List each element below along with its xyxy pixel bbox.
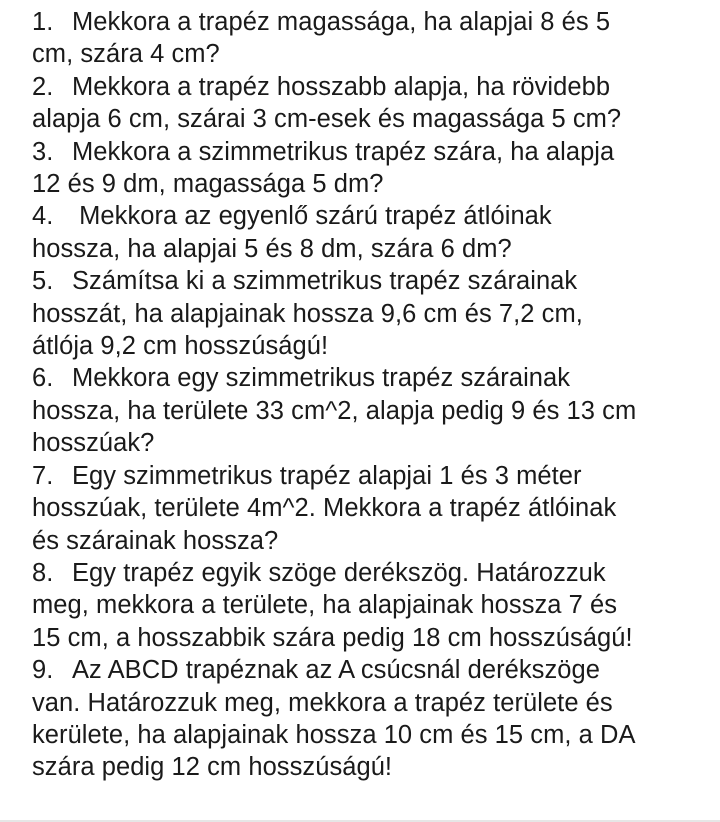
problem-number: 4. — [32, 202, 54, 231]
problem-number: 2. — [32, 72, 54, 101]
problem-line: hosszúak? — [32, 429, 155, 458]
problem-text: Mekkora egy szimmetrikus trapéz szárainak — [72, 364, 571, 393]
problem-5 — [32, 265, 712, 362]
problem-9 — [32, 654, 712, 784]
problem-line: meg, mekkora a területe, ha alapjainak hossza 7 és — [32, 591, 618, 620]
problem-number: 3. — [32, 137, 54, 166]
problem-7 — [32, 460, 712, 557]
problem-line: cm, szára 4 cm? — [32, 40, 220, 69]
problem-text: Az ABCD trapéznak az A csúcsnál derékszöge — [72, 656, 600, 685]
problem-2 — [32, 71, 712, 136]
problem-text: Mekkora a trapéz magassága, ha alapjai 8 és 5 — [72, 8, 611, 36]
problem-line: van. Határozzuk meg, mekkora a trapéz területe és — [32, 688, 613, 717]
problem-number: 7. — [32, 461, 54, 490]
problem-text: Mekkora a szimmetrikus trapéz szára, ha alapja — [72, 137, 615, 166]
problem-line: 12 és 9 dm, magassága 5 dm? — [32, 170, 384, 199]
problem-line: hossza, ha alapjai 5 és 8 dm, szára 6 dm? — [32, 234, 512, 263]
problem-line — [32, 71, 712, 103]
problem-1 — [32, 6, 712, 71]
problem-line: és szárainak hossza? — [32, 526, 279, 555]
problem-line: hossza, ha területe 33 cm^2, alapja pedig 9 és 13 cm — [32, 396, 637, 425]
problem-list — [32, 6, 712, 784]
problem-3 — [32, 136, 712, 201]
problem-line: kerülete, ha alapjainak hossza 10 cm és 15 cm, a DA — [32, 720, 636, 749]
problem-line: alapja 6 cm, szárai 3 cm-esek és magassága 5 cm? — [32, 105, 622, 134]
problem-line — [32, 654, 712, 686]
problem-number: 1. — [32, 8, 54, 36]
problem-number: 5. — [32, 267, 54, 296]
problem-line — [32, 136, 712, 168]
problem-number: 9. — [32, 656, 54, 685]
problem-line — [32, 557, 712, 589]
problem-line — [32, 265, 712, 297]
problem-line: szára pedig 12 cm hosszúságú! — [32, 753, 393, 782]
problem-8 — [32, 557, 712, 654]
problem-line — [32, 6, 712, 38]
problem-text: Mekkora az egyenlő szárú trapéz átlóinak — [72, 202, 552, 231]
problem-line — [32, 362, 712, 394]
problem-text: Számítsa ki a szimmetrikus trapéz szárainak — [72, 267, 578, 296]
problem-4 — [32, 200, 712, 265]
problem-6 — [32, 362, 712, 459]
problem-line: hosszát, ha alapjainak hossza 9,6 cm és 7,2 cm, — [32, 299, 583, 328]
problem-text: Egy trapéz egyik szöge derékszög. Határozzuk — [72, 558, 606, 587]
problem-line — [32, 460, 712, 492]
problem-number: 8. — [32, 558, 54, 587]
problem-number: 6. — [32, 364, 54, 393]
problem-text: Mekkora a trapéz hosszabb alapja, ha rövidebb — [72, 72, 611, 101]
problem-line: átlója 9,2 cm hosszúságú! — [32, 332, 329, 361]
problem-text: Egy szimmetrikus trapéz alapjai 1 és 3 méter — [72, 461, 582, 490]
problem-line: hosszúak, területe 4m^2. Mekkora a trapéz átlóinak — [32, 494, 617, 523]
problem-line: 15 cm, a hosszabbik szára pedig 18 cm hosszúságú! — [32, 623, 633, 652]
problem-line — [32, 200, 712, 232]
